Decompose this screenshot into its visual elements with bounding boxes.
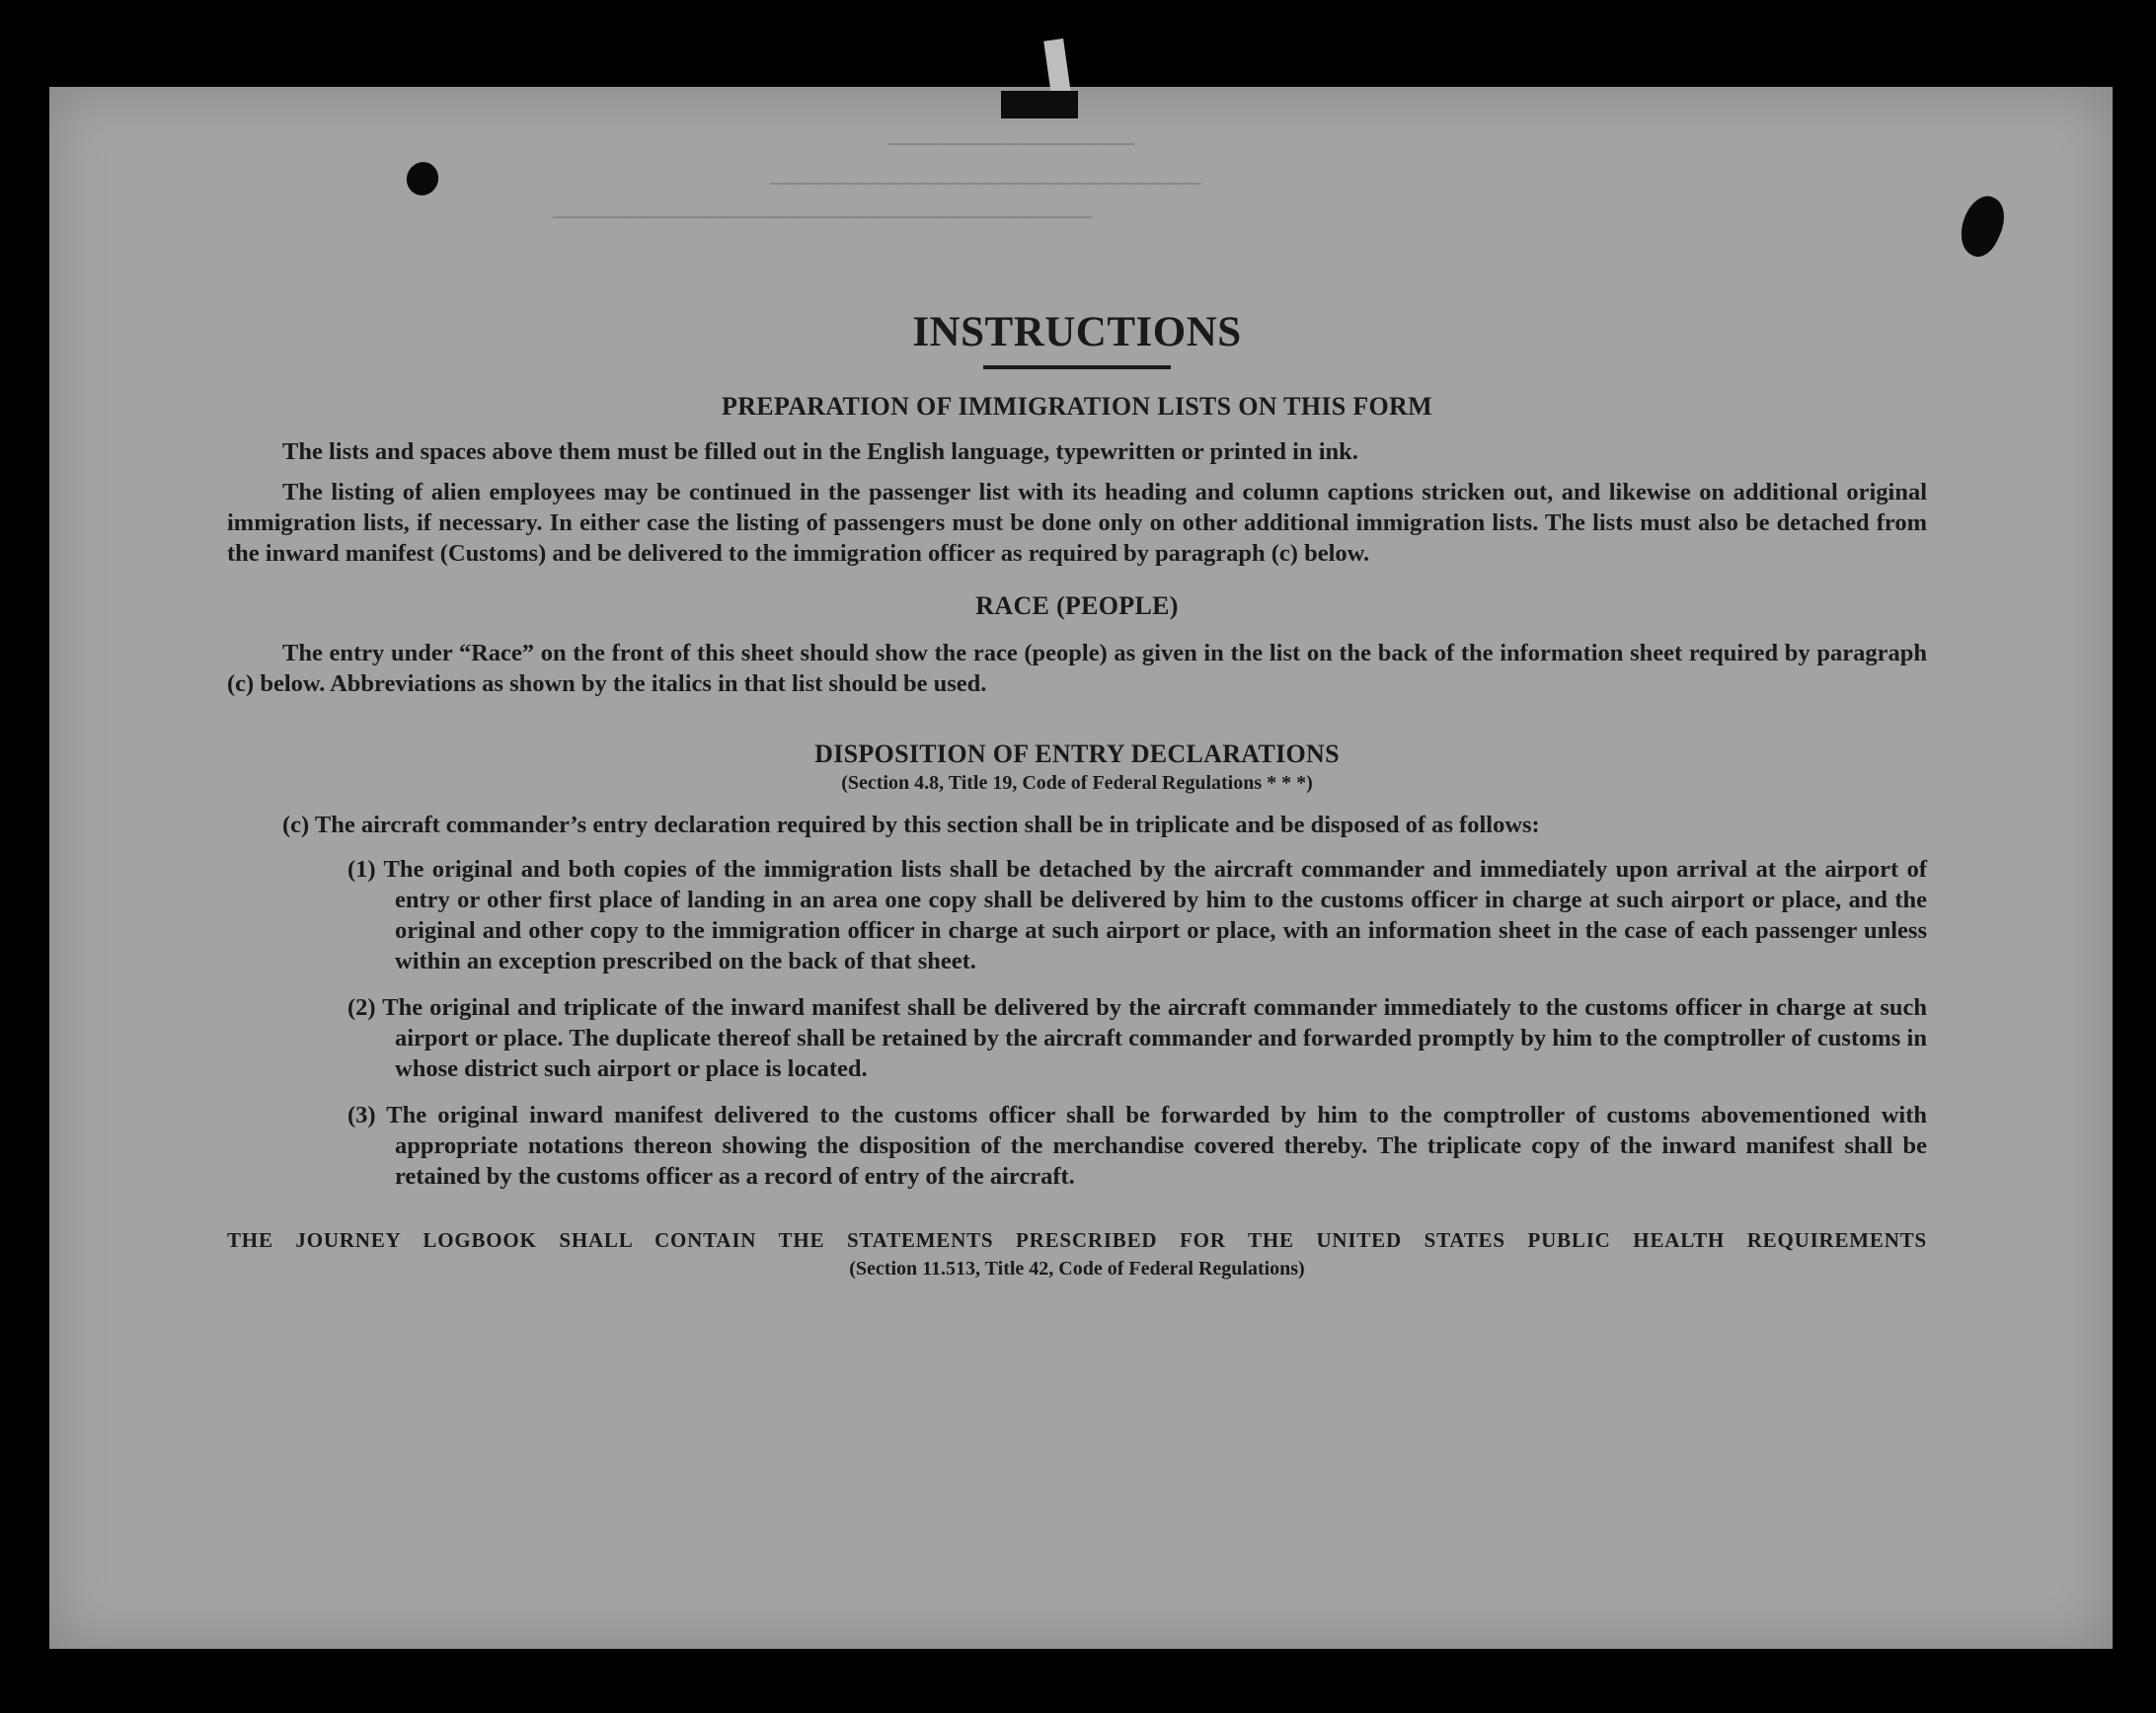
race-paragraph: The entry under “Race” on the front of this sheet should show the race (people) as given in the list on the back of the information sheet required by paragraph (c) below. Abbreviations as shown by the italics in that list should be used. — [227, 640, 1927, 697]
public-health-statement: THE JOURNEY LOGBOOK SHALL CONTAIN THE STATEMENTS PRESCRIBED FOR THE UNITED STATES PUBLIC HEALTH REQUIREMENTS — [227, 1228, 1927, 1252]
paper-tab — [1001, 91, 1078, 118]
bleed-through-2: ──────────────────────────── — [770, 170, 1201, 199]
disposition-heading: DISPOSITION OF ENTRY DECLARATIONS — [814, 740, 1340, 768]
preparation-paragraph-2: The listing of alien employees may be continued in the passenger list with its heading and column captions stricken out, and likewise on additional original immigration lists, if necessary. In either case the listing of passengers must be done only on other additional immigration lists. The lists must also be detached from the inward manifest (Customs) and be delivered to the immigration officer as required by paragraph (c) below. — [227, 479, 1927, 567]
bleed-through-3: ─────────────────────────────────── — [553, 203, 1093, 233]
disposition-item-3: (3) The original inward manifest delivered to the customs officer shall be forwarded by him to the comptroller of customs abovementioned with appropriate notations thereon showing the disposition of the merchandise covered thereby. The triplicate copy of the inward manifest shall be retained by the customs officer as a record of entry of the aircraft. — [347, 1102, 1927, 1190]
public-health-citation: (Section 11.513, Title 42, Code of Federal Regulations) — [849, 1258, 1305, 1280]
instructions-content — [227, 308, 1927, 1282]
page-title: INSTRUCTIONS — [912, 309, 1242, 355]
preparation-heading: PREPARATION OF IMMIGRATION LISTS ON THIS FORM — [722, 392, 1432, 421]
title-underline — [983, 365, 1171, 369]
disposition-citation: (Section 4.8, Title 19, Code of Federal Regulations * * *) — [841, 772, 1313, 794]
preparation-paragraph-1: The lists and spaces above them must be filled out in the English language, typewritten or printed in ink. — [282, 438, 1358, 465]
bleed-through-1: ──────────────── — [888, 130, 1135, 160]
disposition-item-2: (2) The original and triplicate of the inward manifest shall be delivered by the aircraft commander immediately to the customs officer in charge at such airport or place. The duplicate thereof shall be retained by the aircraft commander and forwarded promptly by him to the comptroller of customs in whose district such airport or place is located. — [347, 994, 1927, 1082]
disposition-item-1: (1) The original and both copies of the immigration lists shall be detached by the aircraft commander and immediately upon arrival at the airport of entry or other first place of landing in an area one copy shall be delivered by him to the customs officer in charge at such airport or place, and the original and other copy to the immigration officer in charge at such airport or place, with an information sheet in the case of each passenger unless within an exception prescribed on the back of that sheet. — [347, 856, 1927, 974]
race-heading: RACE (PEOPLE) — [975, 591, 1179, 620]
disposition-intro: (c) The aircraft commander’s entry declaration required by this section shall be in triplicate and be disposed of as follows: — [282, 812, 1540, 838]
